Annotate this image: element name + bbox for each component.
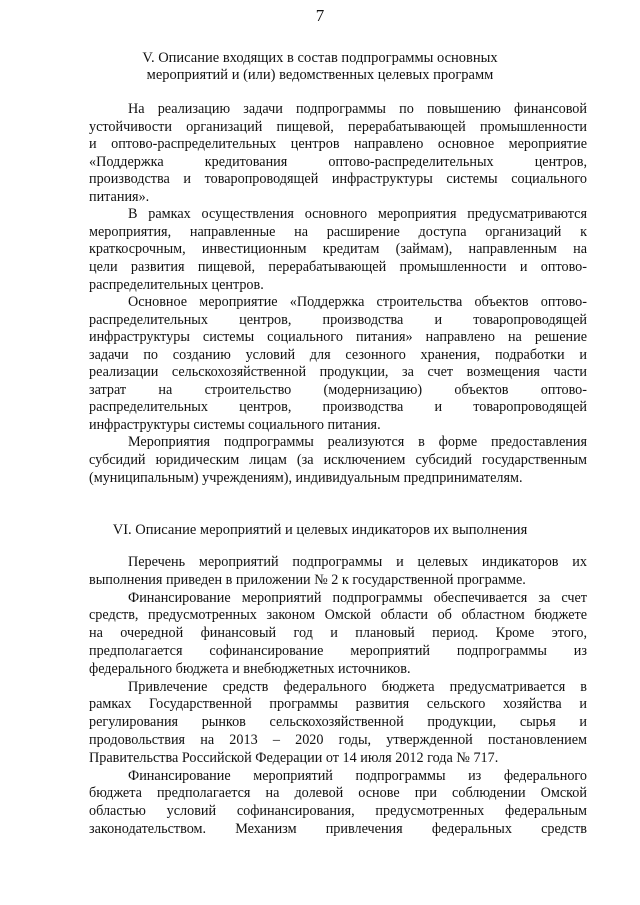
page-number: 7 xyxy=(315,6,325,25)
text-line: На реализацию задачи подпрограммы по повышению финансовой xyxy=(128,101,587,117)
text-line: федерального бюджета и внебюджетных источников. xyxy=(89,661,411,677)
text-line: затрат на строительство (модернизацию) объектов оптово- xyxy=(89,382,587,398)
text-line: регулирования рынков сельскохозяйственной продукции, сырья и xyxy=(89,714,587,730)
text-line: продовольствия на 2013 – 2020 годы, утвержденной постановлением xyxy=(89,732,587,748)
section-5-heading xyxy=(0,50,640,84)
heading-line: V. Описание входящих в состав подпрограммы основных xyxy=(142,50,498,66)
text-line: Привлечение средств федерального бюджета предусматривается в xyxy=(128,679,587,695)
text-line: средств, предусмотренных законом Омской области об областном бюджете xyxy=(89,607,587,623)
text-line: законодательством. Механизм привлечения федеральных средств xyxy=(89,821,587,837)
text-line: цели развития пищевой, перерабатывающей промышленности и оптово- xyxy=(89,259,587,275)
section-6-heading xyxy=(0,522,640,539)
text-line: на очередной финансовый год и плановый период. Кроме этого, xyxy=(89,625,587,641)
text-line: питания». xyxy=(89,189,150,205)
text-line: «Поддержка кредитования оптово-распределительных центров, xyxy=(89,154,587,170)
text-line: выполнения приведен в приложении № 2 к государственной программе. xyxy=(89,572,526,588)
text-line: областью условий софинансирования, предусмотренных федеральным xyxy=(89,803,587,819)
text-line: краткосрочным, инвестиционным кредитам (займам), направленным на xyxy=(89,241,587,257)
text-line: производства и товаропроводящей инфраструктуры системы социального xyxy=(89,171,587,187)
text-line: мероприятия, направленные на расширение доступа организаций к xyxy=(89,224,587,240)
text-line: распределительных центров, производства и товаропроводящей xyxy=(89,312,587,328)
text-line: Финансирование мероприятий подпрограммы обеспечивается за счет xyxy=(128,590,587,606)
text-line: инфраструктуры системы социального питания» направлено на решение xyxy=(89,329,587,345)
text-line: инфраструктуры системы социального питания. xyxy=(89,417,381,433)
text-line: Основное мероприятие «Поддержка строительства объектов оптово- xyxy=(128,294,587,310)
heading-line: VI. Описание мероприятий и целевых индикаторов их выполнения xyxy=(112,522,528,538)
text-line: задачи по созданию условий для сезонного хранения, подработки и xyxy=(89,347,587,363)
text-line: Финансирование мероприятий подпрограммы из федерального xyxy=(128,768,587,784)
heading-line: мероприятий и (или) ведомственных целевых программ xyxy=(146,67,494,83)
text-line: предполагается софинансирование мероприятий подпрограммы из xyxy=(89,643,587,659)
text-line: реализации сельскохозяйственной продукции, за счет возмещения части xyxy=(89,364,587,380)
text-line: распределительных центров. xyxy=(89,277,264,293)
text-line: Мероприятия подпрограммы реализуются в форме предоставления xyxy=(128,434,587,450)
text-line: Правительства Российской Федерации от 14 июля 2012 года № 717. xyxy=(89,750,499,766)
text-line: и оптово-распределительных центров направлено основное мероприятие xyxy=(89,136,587,152)
text-line: (муниципальным) учреждениям), индивидуальным предпринимателям. xyxy=(89,470,523,486)
text-line: устойчивости организаций пищевой, перерабатывающей промышленности xyxy=(89,119,587,135)
text-line: субсидий юридическим лицам (за исключением субсидий государственным xyxy=(89,452,587,468)
text-line: распределительных центров, производства и товаропроводящей xyxy=(89,399,587,415)
text-line: Перечень мероприятий подпрограммы и целевых индикаторов их xyxy=(128,554,587,570)
text-line: рамках Государственной программы развития сельского хозяйства и xyxy=(89,696,587,712)
text-line: бюджета предполагается на долевой основе при соблюдении Омской xyxy=(89,785,587,801)
text-line: В рамках осуществления основного мероприятия предусматриваются xyxy=(128,206,587,222)
